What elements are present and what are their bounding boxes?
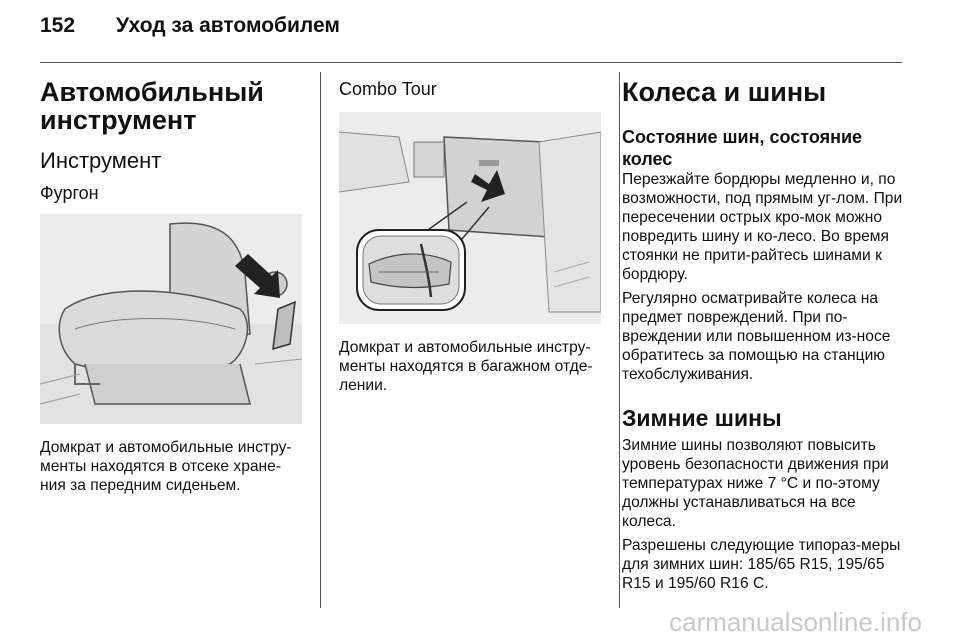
subheading-instrument: Инструмент [40,148,162,173]
watermark: carmanualsonline.info [669,607,922,637]
column-divider-1 [320,72,321,608]
subsection-van: Фургон [40,183,99,203]
paragraph-winter-tyres-1: Зимние шины позволяют повысить уровень безопасности движения при температурах ниже 7 °C и по-этому должны устанавливаться на все колеса. [622,437,889,530]
column-divider-2 [619,72,620,608]
column-3 [622,72,908,593]
caption-combo-tour: Домкрат и автомобильные инстру-менты находятся в багажном отде-лении. [339,339,593,394]
paragraph-winter-tyres-2: Разрешены следующие типораз-меры для зимних шин: 185/65 R15, 195/65 R15 и 195/60 R16 C. [622,537,901,592]
column-1 [40,72,304,495]
section-heading-wheels: Колеса и шины [622,77,827,107]
section-title-winter-tyres: Зимние шины [622,405,782,431]
section-heading-tools: Автомобильный инструмент [40,77,264,135]
subsection-combo-tour: Combo Tour [339,79,437,99]
section-title-tyre-condition: Состояние шин, состояние колес [622,127,863,169]
paragraph-tyre-condition-2: Регулярно осматривайте колеса на предмет повреждений. При по-вреждении или повышенном из-носе обратитесь за помощью на станцию техобслуживания. [622,290,891,383]
page-header-title: Уход за автомобилем [116,14,340,37]
paragraph-tyre-condition-1: Перезжайте бордюры медленно и, по возможности, под прямым уг-лом. При пересечении острых кро-мок можно повредить шину и ко-лесо. Во время стоянки не прити-райтесь шинами к бордюру. [622,171,903,283]
trunk-tool-illustration [339,112,601,324]
seat-tool-illustration [40,214,302,424]
column-2 [339,72,603,395]
header-rule [40,62,902,63]
page-number: 152 [40,14,76,37]
caption-van: Домкрат и автомобильные инстру-менты находятся в отсеке хране-ния за передним сиденьем. [40,439,292,494]
